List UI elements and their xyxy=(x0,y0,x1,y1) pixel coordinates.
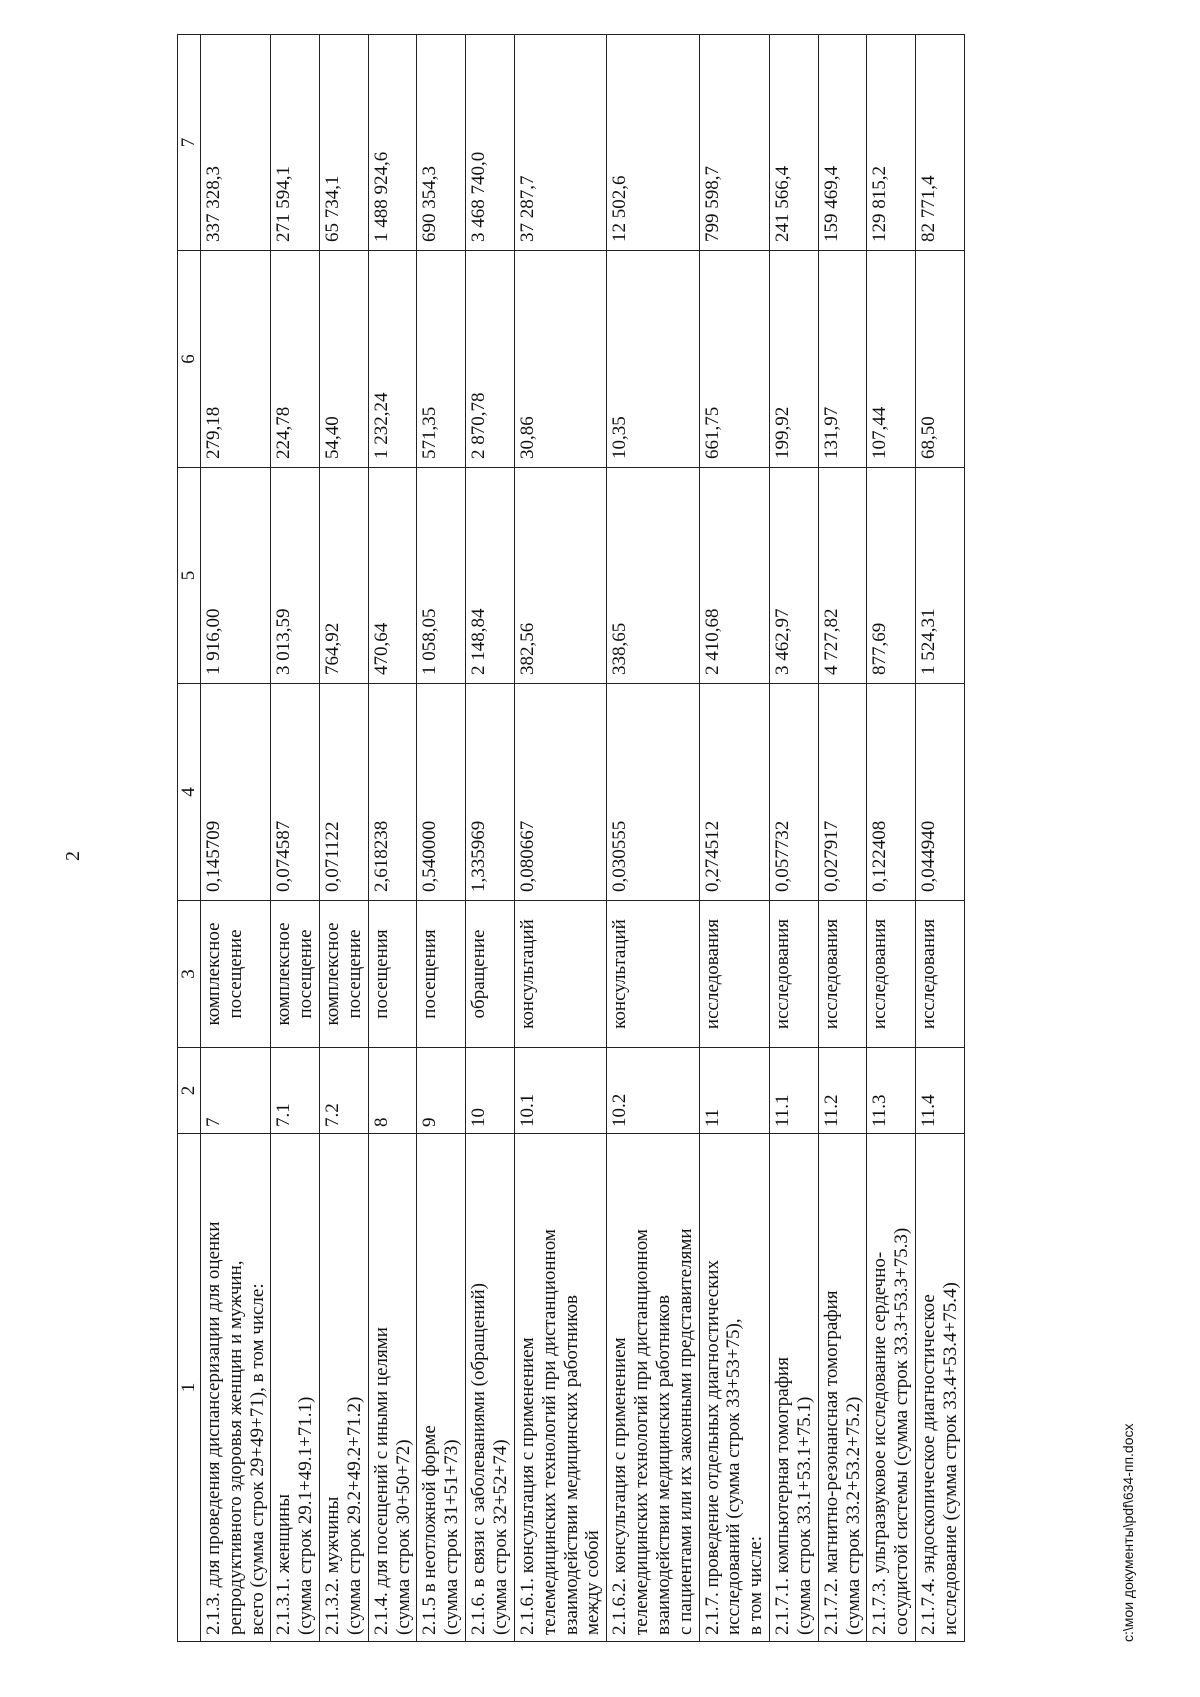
row-name-cell xyxy=(916,1134,965,1642)
row-name-cell-line: в том числе: xyxy=(745,1535,767,1635)
row-name-cell xyxy=(271,1134,320,1642)
row-col4-cell: 1,335969 xyxy=(466,684,515,901)
table-row xyxy=(320,35,369,1642)
row-col4-cell: 0,074587 xyxy=(271,684,320,901)
row-unit-cell xyxy=(916,901,965,1048)
row-col7-cell: 129 815,2 xyxy=(867,35,916,251)
table-row xyxy=(417,35,466,1642)
row-name-cell-line: 2.1.6. в связи с заболеваниями (обращений) xyxy=(468,1283,490,1635)
row-unit-cell-line: исследования xyxy=(820,918,842,1030)
row-name-cell-line: всего (сумма строк 29+49+71), в том числе: xyxy=(246,1283,268,1635)
row-name-cell-line: 2.1.6.2. консультация с применением xyxy=(609,1337,631,1635)
row-name-cell-line: 2.1.4. для посещений с иными целями xyxy=(370,1327,392,1635)
row-name-cell xyxy=(607,1134,699,1642)
table-row xyxy=(514,35,606,1642)
row-col4-cell: 0,057732 xyxy=(770,684,819,901)
table-row xyxy=(699,35,770,1642)
row-col5-cell: 470,64 xyxy=(368,468,417,684)
row-col4-cell: 0,071122 xyxy=(320,684,369,901)
table-row xyxy=(607,35,699,1642)
row-col7-cell: 65 734,1 xyxy=(320,35,369,251)
column-header-2: 2 xyxy=(178,1048,201,1134)
row-col4-cell: 2,618238 xyxy=(368,684,417,901)
row-name-cell xyxy=(818,1134,867,1642)
row-code-cell: 11.1 xyxy=(770,1048,819,1134)
row-name-cell xyxy=(466,1134,515,1642)
row-unit-cell xyxy=(320,901,369,1048)
row-col6-cell: 199,92 xyxy=(770,251,819,468)
row-name-cell-line: взаимодействии медицинских работников xyxy=(560,1295,582,1635)
row-unit-cell xyxy=(818,901,867,1048)
data-table xyxy=(177,34,965,1642)
row-unit-cell xyxy=(867,901,916,1048)
row-col7-cell: 337 328,3 xyxy=(200,35,271,251)
row-col6-cell: 68,50 xyxy=(916,251,965,468)
row-unit-cell-line: посещения xyxy=(419,929,441,1019)
table-row xyxy=(271,35,320,1642)
row-col7-cell: 241 566,4 xyxy=(770,35,819,251)
row-name-cell-line: 2.1.7. проведение отдельных диагностических xyxy=(701,1260,723,1635)
table-body xyxy=(200,35,964,1642)
row-unit-cell-line: консультаций xyxy=(516,919,538,1029)
column-header-1: 1 xyxy=(178,1134,201,1642)
row-col4-cell: 0,540000 xyxy=(417,684,466,901)
column-header-5: 5 xyxy=(178,468,201,684)
row-code-cell: 11.3 xyxy=(867,1048,916,1134)
row-col5-cell: 1 916,00 xyxy=(200,468,271,684)
row-col6-cell: 107,44 xyxy=(867,251,916,468)
row-name-cell-line: между собой xyxy=(582,1530,604,1635)
row-code-cell: 7 xyxy=(200,1048,271,1134)
row-name-cell-line: с пациентами или их законными представителями xyxy=(674,1228,696,1635)
row-unit-cell-line: исследования xyxy=(918,918,940,1030)
row-col6-cell: 10,35 xyxy=(607,251,699,468)
row-col4-cell: 0,080667 xyxy=(514,684,606,901)
row-name-cell xyxy=(867,1134,916,1642)
row-code-cell: 8 xyxy=(368,1048,417,1134)
row-name-cell-line: 2.1.6.1. консультация с применением xyxy=(516,1337,538,1635)
row-unit-cell-line: комплексное xyxy=(273,922,295,1026)
row-name-cell-line: 2.1.7.1. компьютерная томография xyxy=(772,1357,794,1635)
row-name-cell-line: исследование (сумма строк 33.4+53.4+75.4) xyxy=(940,1282,961,1635)
row-unit-cell-line: посещение xyxy=(224,929,246,1019)
row-name-cell-line: (сумма строк 33.2+53.2+75.2) xyxy=(842,1396,864,1635)
row-col6-cell: 661,75 xyxy=(699,251,770,468)
row-name-cell-line: (сумма строк 33.1+53.1+75.1) xyxy=(793,1396,815,1635)
table-row xyxy=(770,35,819,1642)
column-header-4: 4 xyxy=(178,684,201,901)
row-col7-cell: 271 594,1 xyxy=(271,35,320,251)
row-name-cell-line: 2.1.7.4. эндоскопическое диагностическое xyxy=(918,1294,940,1635)
row-unit-cell-line: посещение xyxy=(343,929,365,1019)
column-header-7: 7 xyxy=(178,35,201,251)
row-unit-cell-line: обращение xyxy=(468,929,490,1019)
row-col5-cell: 338,65 xyxy=(607,468,699,684)
row-unit-cell-line: комплексное xyxy=(322,922,344,1026)
row-col6-cell: 279,18 xyxy=(200,251,271,468)
row-name-cell-line: (сумма строк 29.1+49.1+71.1) xyxy=(295,1396,317,1635)
row-name-cell xyxy=(417,1134,466,1642)
table-row xyxy=(916,35,965,1642)
footer-file-path: c:\мои документы\pdf\634-пп.docx xyxy=(1120,1423,1136,1642)
row-unit-cell xyxy=(466,901,515,1048)
row-unit-cell xyxy=(514,901,606,1048)
row-name-cell xyxy=(770,1134,819,1642)
row-col5-cell: 1 524,31 xyxy=(916,468,965,684)
row-name-cell xyxy=(320,1134,369,1642)
row-name-cell-line: сосудистой системы (сумма строк 33.3+53.3+75.3) xyxy=(891,1227,913,1635)
row-col7-cell: 12 502,6 xyxy=(607,35,699,251)
row-col5-cell: 1 058,05 xyxy=(417,468,466,684)
row-unit-cell-line: консультаций xyxy=(609,919,631,1029)
row-name-cell-line: (сумма строк 30+50+72) xyxy=(392,1439,414,1635)
row-col6-cell: 1 232,24 xyxy=(368,251,417,468)
row-col5-cell: 3 013,59 xyxy=(271,468,320,684)
row-col5-cell: 4 727,82 xyxy=(818,468,867,684)
row-code-cell: 11.4 xyxy=(916,1048,965,1134)
row-name-cell-line: 2.1.3.1. женщины xyxy=(273,1494,295,1635)
row-col6-cell: 131,97 xyxy=(818,251,867,468)
row-col7-cell: 799 598,7 xyxy=(699,35,770,251)
row-name-cell-line: исследований (сумма строк 33+53+75), xyxy=(723,1318,745,1635)
row-name-cell-line: взаимодействии медицинских работников xyxy=(652,1295,674,1635)
row-col5-cell: 2 410,68 xyxy=(699,468,770,684)
row-unit-cell xyxy=(699,901,770,1048)
row-col6-cell: 30,86 xyxy=(514,251,606,468)
row-code-cell: 9 xyxy=(417,1048,466,1134)
table-header-row xyxy=(178,35,201,1642)
row-name-cell-line: 2.1.7.2. магнитно-резонансная томография xyxy=(820,1290,842,1635)
column-header-3: 3 xyxy=(178,901,201,1048)
page-number: 2 xyxy=(62,851,84,861)
row-unit-cell xyxy=(607,901,699,1048)
row-unit-cell xyxy=(770,901,819,1048)
row-code-cell: 11 xyxy=(699,1048,770,1134)
row-col7-cell: 1 488 924,6 xyxy=(368,35,417,251)
table-row xyxy=(867,35,916,1642)
row-unit-cell xyxy=(200,901,271,1048)
row-code-cell: 10.1 xyxy=(514,1048,606,1134)
column-header-6: 6 xyxy=(178,251,201,468)
row-name-cell-line: телемедицинских технологий при дистанционном xyxy=(631,1229,653,1635)
row-unit-cell-line: посещения xyxy=(370,929,392,1019)
row-col7-cell: 159 469,4 xyxy=(818,35,867,251)
row-name-cell xyxy=(699,1134,770,1642)
row-col7-cell: 690 354,3 xyxy=(417,35,466,251)
row-col4-cell: 0,027917 xyxy=(818,684,867,901)
table-row xyxy=(466,35,515,1642)
row-col6-cell: 54,40 xyxy=(320,251,369,468)
row-code-cell: 10 xyxy=(466,1048,515,1134)
row-name-cell-line: (сумма строк 32+52+74) xyxy=(489,1439,511,1635)
row-unit-cell-line: исследования xyxy=(772,918,794,1030)
row-col4-cell: 0,274512 xyxy=(699,684,770,901)
row-col5-cell: 877,69 xyxy=(867,468,916,684)
table-row xyxy=(368,35,417,1642)
row-name-cell-line: 2.1.3. для проведения диспансеризации для оценки xyxy=(202,1221,224,1635)
row-name-cell-line: 2.1.5 в неотложной форме xyxy=(419,1425,441,1635)
row-col4-cell: 0,145709 xyxy=(200,684,271,901)
row-unit-cell xyxy=(368,901,417,1048)
row-col7-cell: 37 287,7 xyxy=(514,35,606,251)
row-col7-cell: 3 468 740,0 xyxy=(466,35,515,251)
row-name-cell-line: (сумма строк 31+51+73) xyxy=(441,1439,463,1635)
row-name-cell-line: 2.1.3.2. мужчины xyxy=(322,1496,344,1635)
row-name-cell-line: телемедицинских технологий при дистанционном xyxy=(538,1229,560,1635)
row-col4-cell: 0,122408 xyxy=(867,684,916,901)
row-name-cell xyxy=(514,1134,606,1642)
row-unit-cell-line: посещение xyxy=(295,929,317,1019)
row-col5-cell: 764,92 xyxy=(320,468,369,684)
row-col4-cell: 0,030555 xyxy=(607,684,699,901)
row-name-cell xyxy=(200,1134,271,1642)
row-col5-cell: 2 148,84 xyxy=(466,468,515,684)
row-col6-cell: 2 870,78 xyxy=(466,251,515,468)
row-col5-cell: 382,56 xyxy=(514,468,606,684)
row-name-cell-line: 2.1.7.3. ультразвуковое исследование сердечно- xyxy=(869,1251,891,1635)
row-col6-cell: 224,78 xyxy=(271,251,320,468)
row-unit-cell-line: комплексное xyxy=(202,922,224,1026)
row-unit-cell-line: исследования xyxy=(701,918,723,1030)
row-name-cell-line: репродуктивного здоровья женщин и мужчин, xyxy=(224,1260,246,1635)
row-code-cell: 7.2 xyxy=(320,1048,369,1134)
row-col6-cell: 571,35 xyxy=(417,251,466,468)
row-unit-cell-line: исследования xyxy=(869,918,891,1030)
row-name-cell-line: (сумма строк 29.2+49.2+71.2) xyxy=(343,1396,365,1635)
row-col4-cell: 0,044940 xyxy=(916,684,965,901)
row-unit-cell xyxy=(417,901,466,1048)
row-name-cell xyxy=(368,1134,417,1642)
row-code-cell: 7.1 xyxy=(271,1048,320,1134)
row-col7-cell: 82 771,4 xyxy=(916,35,965,251)
row-code-cell: 11.2 xyxy=(818,1048,867,1134)
row-code-cell: 10.2 xyxy=(607,1048,699,1134)
table-row xyxy=(200,35,271,1642)
row-col5-cell: 3 462,97 xyxy=(770,468,819,684)
row-unit-cell xyxy=(271,901,320,1048)
table-row xyxy=(818,35,867,1642)
